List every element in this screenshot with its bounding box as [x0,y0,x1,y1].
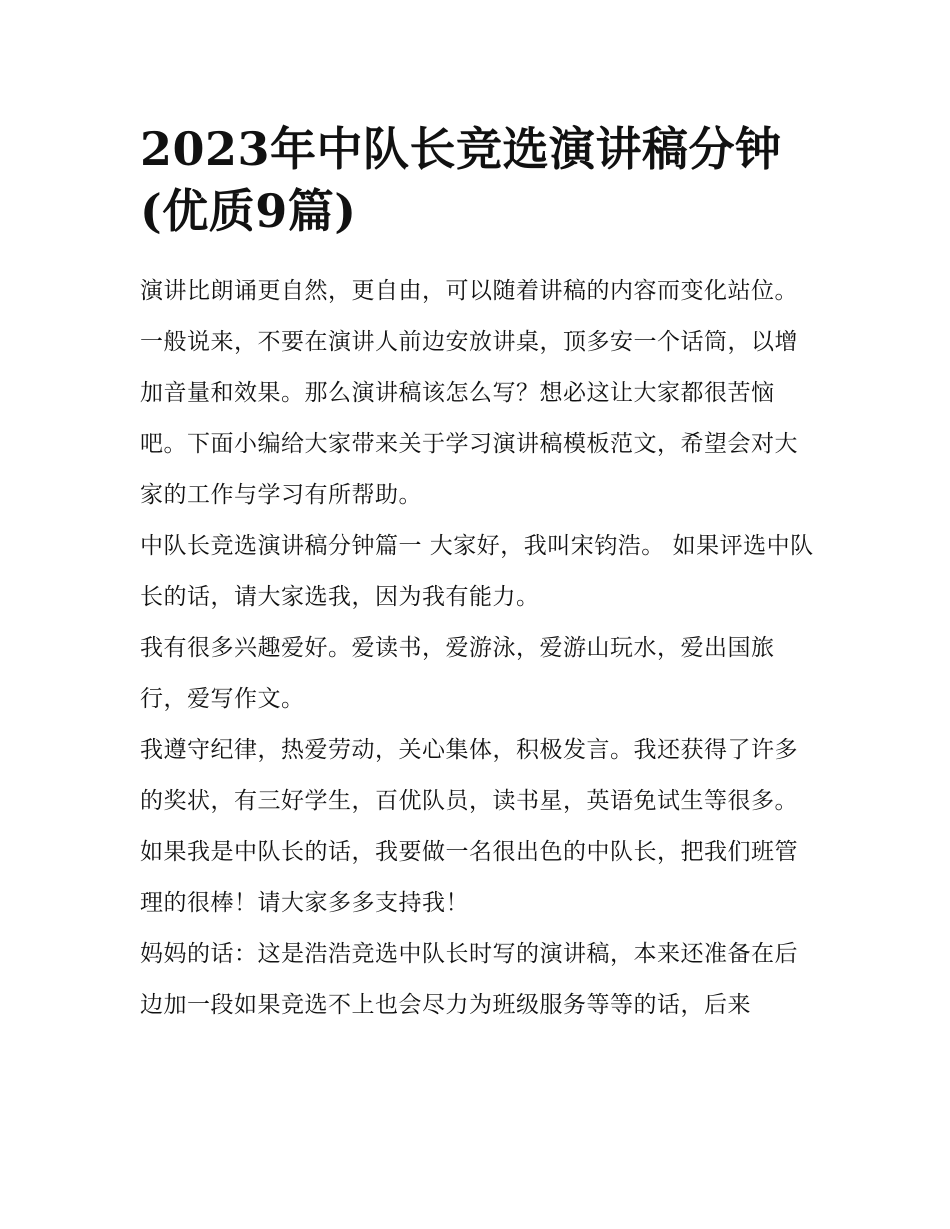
paragraph-pledge: 如果我是中队长的话，我要做一名很出色的中队长，把我们班管理的很棒！请大家多多支持我！ [140,839,798,916]
paragraph-hobbies: 我有很多兴趣爱好。爱读书，爱游泳，爱游山玩水，爱出国旅行，爱写作文。 [140,635,775,712]
paragraph-speech-opening: 中队长竞选演讲稿分钟篇一 大家好，我叫宋钧浩。 如果评选中队长的话，请大家选我，因为我有能力。 [140,533,814,610]
paragraph-achievements: 我遵守纪律，热爱劳动，关心集体，积极发言。我还获得了许多的奖状，有三好学生，百优队员，读书星，英语免试生等很多。 [140,737,798,814]
paragraph-intro: 演讲比朗诵更自然，更自由，可以随着讲稿的内容而变化站位。一般说来，不要在演讲人前边安放讲桌，顶多安一个话筒，以增加音量和效果。那么演讲稿该怎么写？想必这让大家都很苦恼吧。下面小编给大家带来关于学习演讲稿模板范文，希望会对大家的工作与学习有所帮助。 [140,278,798,508]
document-title: 2023年中队长竞选演讲稿分钟(优质9篇) [140,122,782,238]
document-body [140,118,816,1031]
paragraph-mother-note: 妈妈的话：这是浩浩竞选中队长时写的演讲稿，本来还准备在后边加一段如果竞选不上也会尽力为班级服务等等的话，后来 [140,941,798,1018]
